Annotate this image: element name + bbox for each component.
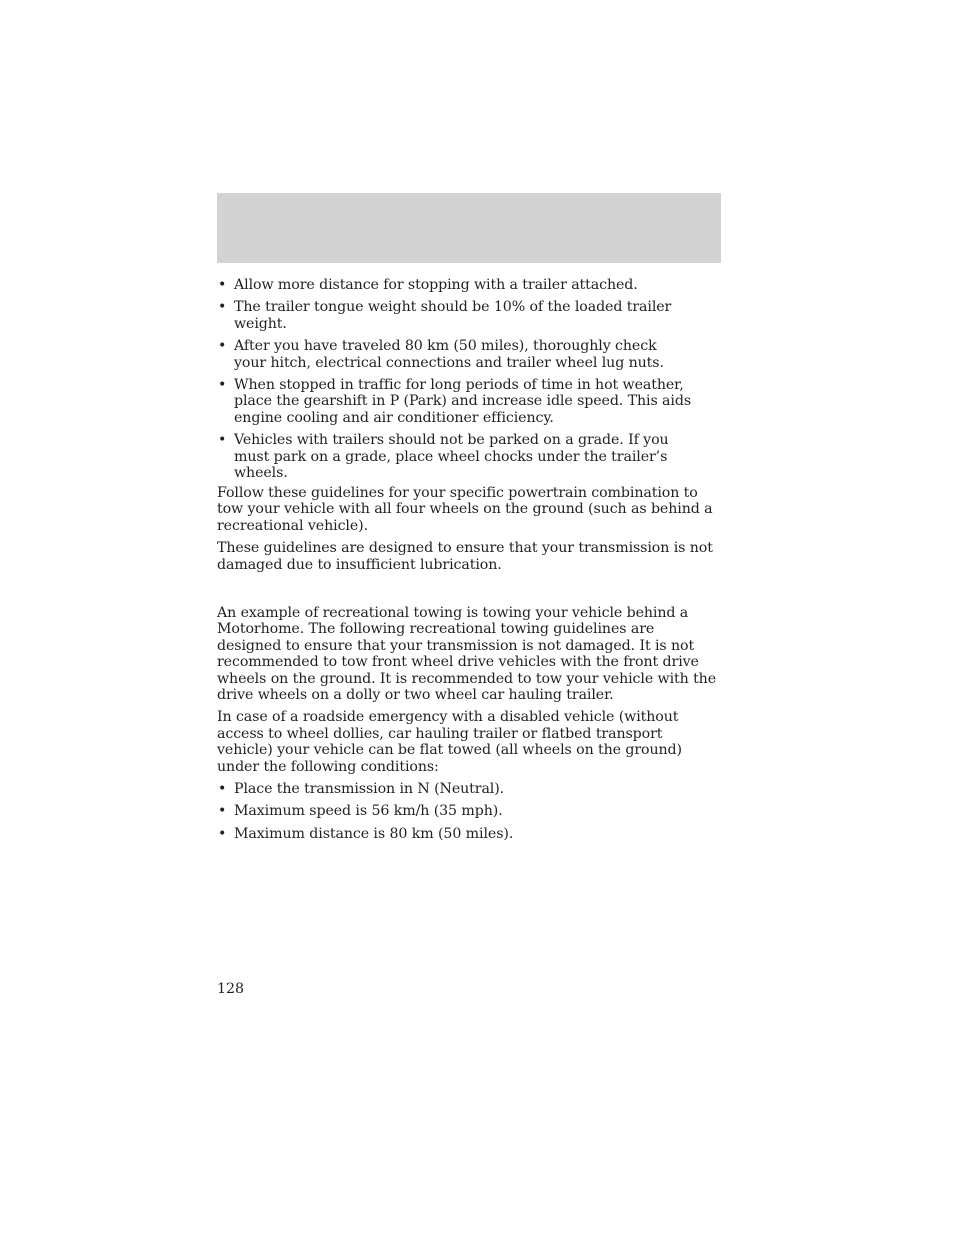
bullet-icon: •	[218, 803, 227, 820]
recreational-towing-section	[217, 605, 722, 848]
list-item-text: When stopped in traffic for long periods of time in hot weather, place the gearshift in P (Park) and increase idle speed. This aids engine cooling and air conditioner efficiency.	[234, 377, 692, 426]
paragraph: Follow these guidelines for your specific powertrain combination to tow your vehicle with all four wheels on the ground (such as behind a recreational vehicle).	[217, 485, 713, 534]
bullet-icon: •	[218, 277, 227, 293]
flat-towing-guidelines	[217, 485, 717, 579]
bullet-icon: •	[218, 781, 227, 798]
list-item	[217, 338, 727, 371]
bullet-icon: •	[218, 299, 227, 316]
list-item-text: The trailer tongue weight should be 10% of the loaded trailer weight.	[234, 299, 672, 332]
bullet-icon: •	[218, 377, 227, 394]
bullet-icon: •	[218, 825, 227, 842]
list-item-text: After you have traveled 80 km (50 miles), thoroughly check your hitch, electrical connections and trailer wheel lug nuts.	[234, 338, 664, 371]
list-item	[217, 803, 722, 819]
paragraph: In case of a roadside emergency with a disabled vehicle (without access to wheel dollies, car hauling trailer or flatbed transport vehicle) your vehicle can be flat towed (all wheels on the ground) under the following conditions:	[217, 709, 682, 775]
list-item	[217, 299, 727, 332]
list-item	[217, 377, 727, 426]
bullet-icon: •	[218, 432, 227, 449]
list-item-text: Maximum speed is 56 km/h (35 mph).	[234, 803, 503, 820]
list-item-text: Allow more distance for stopping with a trailer attached.	[234, 277, 638, 293]
paragraph: An example of recreational towing is towing your vehicle behind a Motorhome. The following recreational towing guidelines are designed to ensure that your transmission is not damaged. It is not recommended to tow front wheel drive vehicles with the front drive wheels on the ground. It is recommended to tow your vehicle with the drive wheels on a dolly or two wheel car hauling trailer.	[217, 605, 717, 704]
section-header-band	[217, 193, 721, 263]
paragraph: These guidelines are designed to ensure that your transmission is not damaged due to insufficient lubrication.	[217, 540, 713, 573]
towing-tips-list	[217, 277, 727, 487]
list-item	[217, 826, 722, 842]
bullet-icon: •	[218, 338, 227, 355]
list-item-text: Maximum distance is 80 km (50 miles).	[234, 825, 514, 842]
list-item	[217, 781, 722, 797]
list-item	[217, 277, 727, 293]
list-item-text: Vehicles with trailers should not be parked on a grade. If you must park on a grade, place wheel chocks under the trailer’s wheels.	[234, 432, 669, 482]
page-number: 128	[217, 981, 245, 997]
list-item-text: Place the transmission in N (Neutral).	[234, 781, 505, 798]
list-item	[217, 432, 727, 481]
